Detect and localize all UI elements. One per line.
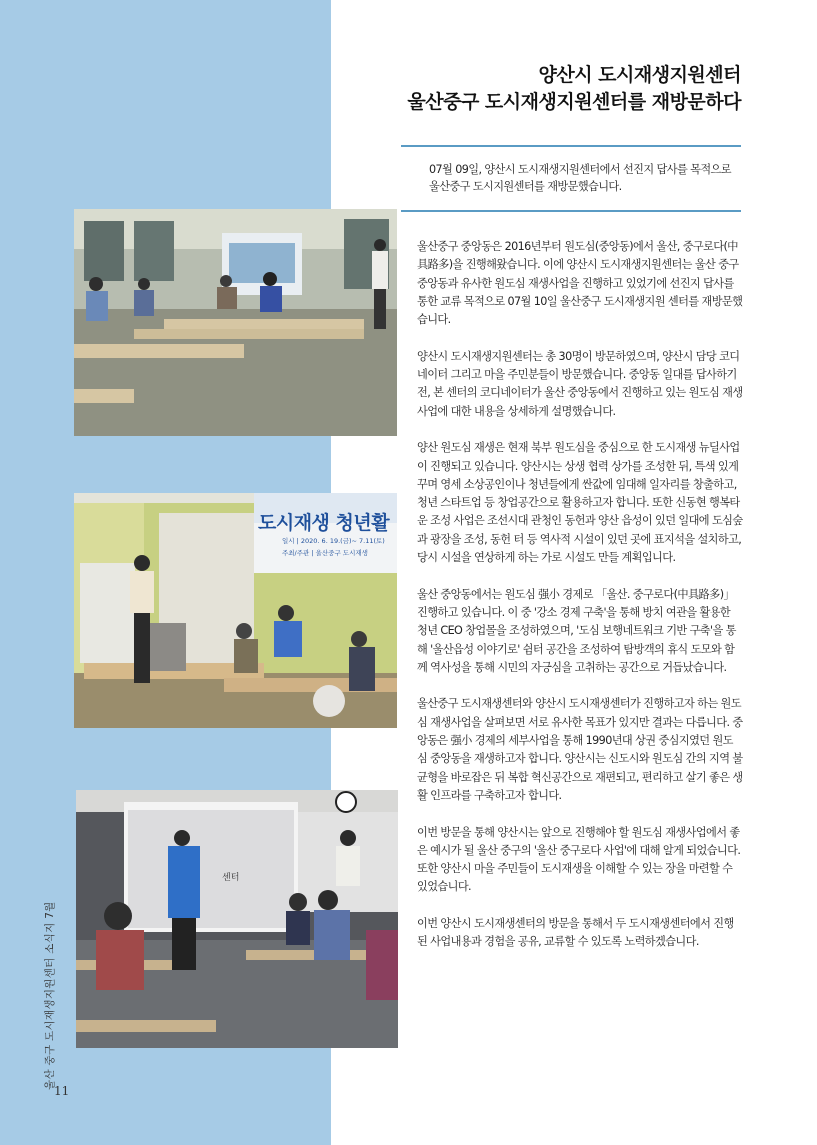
paragraph: 양산시 도시재생지원센터는 총 30명이 방문하였으며, 양산시 담당 코디네이터 그리고 마을 주민분들이 방문했습니다. 중앙동 일대를 답사하기 전, 본 센터의 코디네이터가 울산 중앙동에서 진행하고 있는 원도심 재생사업에 대한 내용을 상세하게 설명했습니다. xyxy=(417,349,743,418)
paragraph: 이번 방문을 통해 양산시는 앞으로 진행해야 할 원도심 재생사업에서 좋은 예시가 될 울산 중구의 '울산 중구로다 사업'에 대해 알게 되었습니다. 또한 양산시 마을 주민들이 도시재생을 이해할 수 있는 장을 마련할 수 있었습니다. xyxy=(417,825,741,894)
paragraph: 울산중구 도시재생센터와 양산시 도시재생센터가 진행하고자 하는 원도심 재생사업을 살펴보면 서로 유사한 목표가 있지만 결과는 다릅니다. 중앙동은 强小 경제의 세부사업을 통해 1990년대 상권 중심지였던 원도심 중앙동을 재생하고자 합니다. 양산시는 신도시와 원도심 간의 지역 불균형을 바로잡은 뒤 복합 혁신공간으로 재편되고, 편리하고 살기 좋은 생활 인프라를 구축하고자 합니다. xyxy=(417,697,743,802)
photo2-banner xyxy=(252,496,397,562)
lead-text: 07월 09일, 양산시 도시재생지원센터에서 선진지 답사를 목적으로 울산중구 도시지원센터를 재방문했습니다. xyxy=(429,163,731,193)
photo2-banner-date: 일시 | 2020. 6. 19.(금)~ 7.11(토) xyxy=(282,537,385,545)
photo-youth-exhibit xyxy=(74,493,397,728)
lead-box xyxy=(401,145,741,212)
photo-seminar-room xyxy=(74,209,397,436)
photo-presentation-illustration xyxy=(76,790,398,1048)
paragraph: 양산 원도심 재생은 현재 북부 원도심을 중심으로 한 도시재생 뉴딜사업이 진행되고 있습니다. 양산시는 상생 협력 상가를 조성한 뒤, 특색 있게 꾸며 영세 소상공인이나 청년들에게 싼값에 임대해 일자리를 창출하고, 청년 스타트업 등 창업공간으로 활용하고자 합니다. 또한 신동현 행복타운 조성 사업은 조선시대 관청인 동헌과 양산 읍성이 있던 일대에 도심숲과 광장을 조성, 동헌 터 등 역사적 시설이 있던 곳에 표지석을 설치하고, 당시 시설을 연상하게 하는 가로 시설도 만들 계획입니다. xyxy=(417,441,743,565)
title-line-2: 울산중구 도시재생지원센터를 재방문하다 xyxy=(407,91,741,113)
photo-presentation xyxy=(76,790,398,1048)
photo-seminar-room-illustration xyxy=(74,209,397,436)
title-line-1: 양산시 도시재생지원센터 xyxy=(538,64,741,86)
article-body xyxy=(417,238,743,970)
page-number: 11 xyxy=(54,1084,70,1098)
paragraph: 이번 양산시 도시재생센터의 방문을 통해서 두 도시재생센터에서 진행된 사업내용과 경험을 공유, 교류할 수 있도록 노력하겠습니다. xyxy=(417,916,734,949)
photo3-screen-text: 센터 xyxy=(222,873,240,883)
paragraph: 울산 중앙동에서는 원도심 强小 경제로 「울산. 중구로다(中具路多)」 진행하고 있습니다. 이 중 '강소 경제 구축'을 통해 방치 여관을 활용한 청년 CEO 창업몰을 조성하였으며, '도심 보행네트워크 기반 구축'을 통해 '울산읍성 이야기로' 쉼터 공간을 조성하여 탐방객의 휴식 도모와 함께 역사성을 통해 시민의 자긍심을 고취하는 공간으로 거듭났습니다. xyxy=(417,587,736,674)
newsletter-side-label: 울산 중구 도시재생지원센터 소식지 7월 xyxy=(44,901,56,1090)
paragraph: 울산중구 중앙동은 2016년부터 원도심(중앙동)에서 울산, 중구로다(中具路多)을 진행해왔습니다. 이에 양산시 도시재생지원센터는 울산 중구 중앙동과 유사한 원도심 재생사업을 진행하고 있었기에 선진지 답사를 통한 교류 목적으로 07월 10일 울산중구 도시재생지원 센터를 재방문했습니다. xyxy=(417,240,743,327)
photo2-banner-host: 주최/주관 | 울산중구 도시재생 xyxy=(282,549,368,557)
page-title xyxy=(407,62,741,116)
photo2-banner-title: 도시재생 청년활 xyxy=(258,512,390,534)
